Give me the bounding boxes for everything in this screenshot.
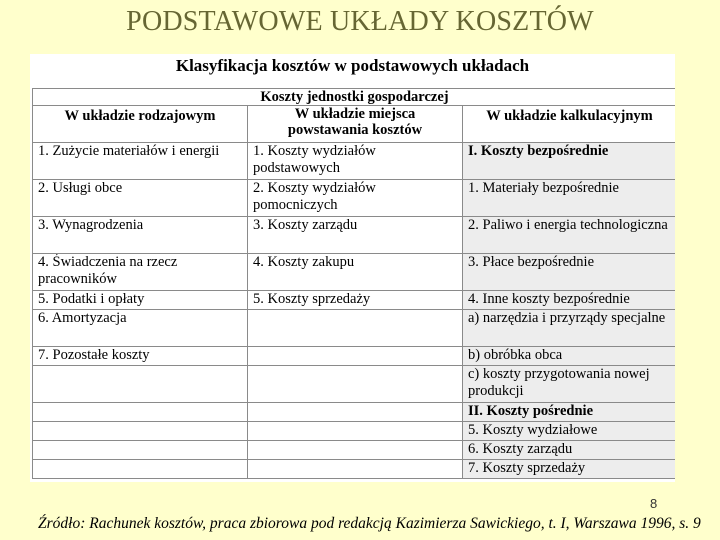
column-header-by-calculation: W układzie kalkulacyjnym [463,106,676,143]
table-cell: 7. Pozostałe koszty [33,347,248,366]
table-row [33,254,676,291]
table-cell: 4. Inne koszty bezpośrednie [463,291,676,310]
table-row [33,403,676,422]
table-cell: II. Koszty pośrednie [463,403,676,422]
table-cell [33,422,248,441]
table-cell [33,460,248,479]
table-cell: I. Koszty bezpośrednie [463,143,676,180]
table-cell: 3. Płace bezpośrednie [463,254,676,291]
source-citation: Źródło: Rachunek kosztów, praca zbiorowa pod redakcją Kazimierza Sawickiego, t. I, Warszawa 1996, s. 9 [38,515,701,532]
table-cell [248,366,463,403]
table-row [33,143,676,180]
table-row [33,347,676,366]
table-cell: 6. Amortyzacja [33,310,248,347]
table-cell [248,310,463,347]
table-row [33,441,676,460]
table-cell: 1. Materiały bezpośrednie [463,180,676,217]
table-cell: 2. Paliwo i energia technologiczna [463,217,676,254]
table-cell [33,366,248,403]
table-row [33,422,676,441]
table-row [33,180,676,217]
table-cell: 6. Koszty zarządu [463,441,676,460]
slide-title: PODSTAWOWE UKŁADY KOSZTÓW [126,6,594,37]
cost-classification-table [32,88,675,479]
table-cell: 2. Usługi obce [33,180,248,217]
table-cell [33,441,248,460]
table-cell [248,347,463,366]
table-cell: 5. Koszty sprzedaży [248,291,463,310]
figure-title: Klasyfikacja kosztów w podstawowych układach [175,56,530,75]
table-cell: 3. Koszty zarządu [248,217,463,254]
table-row [33,366,676,403]
table-cell [248,403,463,422]
table-cell: 4. Świadczenia na rzecz pracowników [33,254,248,291]
table-cell: a) narzędzia i przyrządy specjalne [463,310,676,347]
table-cell: 1. Koszty wydziałów podstawowych [248,143,463,180]
table-row [33,310,676,347]
table-cell [248,460,463,479]
cost-classification-figure [30,54,675,482]
table-cell: 1. Zużycie materiałów i energii [33,143,248,180]
table-row [33,460,676,479]
page-number: 8 [650,496,658,511]
group-header: Koszty jednostki gospodarczej [33,89,676,106]
table-cell [248,441,463,460]
table-cell [248,422,463,441]
table-row [33,217,676,254]
table-cell: 5. Koszty wydziałowe [463,422,676,441]
table-cell: c) koszty przygotowania nowej produkcji [463,366,676,403]
table-cell: 3. Wynagrodzenia [33,217,248,254]
table-cell: 2. Koszty wydziałów pomocniczych [248,180,463,217]
table-cell: 5. Podatki i opłaty [33,291,248,310]
table-cell: b) obróbka obca [463,347,676,366]
table-cell: 7. Koszty sprzedaży [463,460,676,479]
column-header-by-place: W układzie miejsca powstawania kosztów [248,106,463,143]
table-row [33,291,676,310]
column-header-by-type: W układzie rodzajowym [33,106,248,143]
table-cell [33,403,248,422]
table-cell: 4. Koszty zakupu [248,254,463,291]
